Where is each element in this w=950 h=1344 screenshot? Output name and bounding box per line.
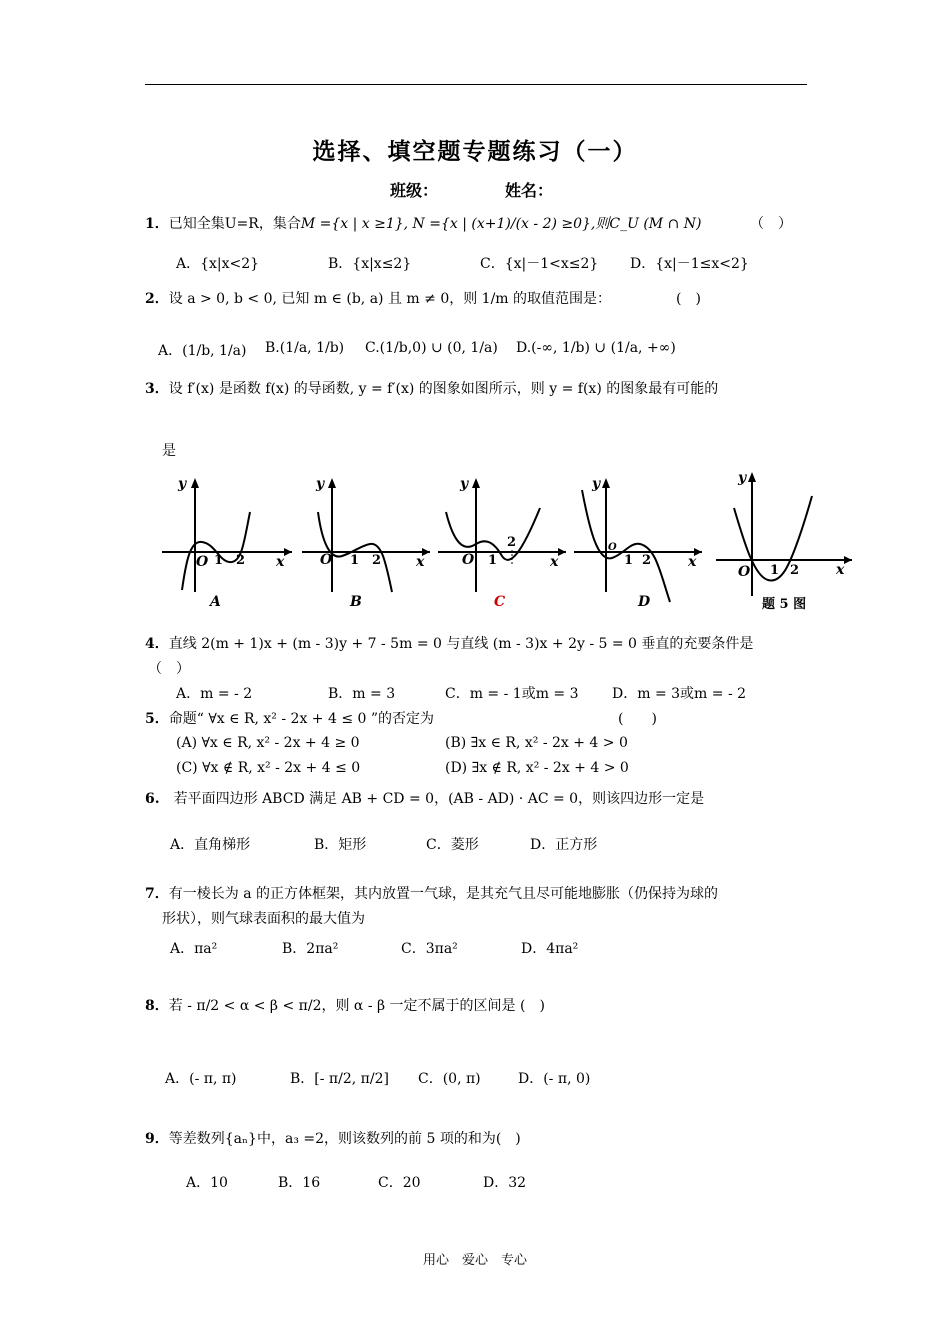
header-rule <box>145 84 807 85</box>
option-b: B．{x|x≤2} <box>328 256 412 272</box>
origin-label: O <box>196 554 209 570</box>
question-number: 4． <box>145 636 169 652</box>
option-c: C．(0, π) <box>418 1071 481 1087</box>
y-axis-arrow <box>191 478 199 488</box>
question-text-cont: 形状），则气球表面积的最大值为 <box>162 911 365 927</box>
answer-paren: ( ) <box>676 291 701 307</box>
option-a: A．(1/b, 1/a) <box>158 343 247 359</box>
tick-2: 2 <box>236 553 246 568</box>
option-c: C．3πa² <box>401 941 458 957</box>
tick-1: 1 <box>770 563 780 578</box>
tick-2: 2 <box>507 535 517 550</box>
tick-2: 2 <box>642 553 652 568</box>
question-3 <box>145 378 718 398</box>
question-expr: M ={x | x ≥1}, N ={x | (x+1)/(x - 2) ≥0},则C_U (M ∩ N) <box>300 216 702 232</box>
question-7 <box>145 883 718 903</box>
page-footer: 用心 爱心 专心 <box>422 1253 527 1268</box>
option-b: B．矩形 <box>314 837 367 853</box>
tick-1: 1 <box>350 553 360 568</box>
question-number: 7． <box>145 886 169 902</box>
question-4 <box>145 633 753 653</box>
question-text: 设 f′(x) 是函数 f(x) 的导函数, y = f′(x) 的图象如图所示，则 y = f(x) 的图象最有可能的 <box>168 381 719 397</box>
y-axis-arrow <box>328 478 336 488</box>
y-label: y <box>316 476 325 492</box>
option-b: B．[- π/2, π/2] <box>290 1071 389 1087</box>
option-c: C．20 <box>378 1175 421 1191</box>
graph-label: D <box>638 594 651 610</box>
question-number: 6. <box>145 791 160 807</box>
option-a: A．{x|x<2} <box>176 256 260 272</box>
origin-label: O <box>738 564 751 580</box>
question-6 <box>145 788 704 808</box>
option-c: C.(1/b,0) ∪ (0, 1/a) <box>365 340 498 356</box>
option-a: A．πa² <box>170 941 218 957</box>
option-d: D．m = 3或m = - 2 <box>612 686 747 702</box>
option-d: D．{x|－1≤x<2} <box>630 256 749 272</box>
question-number: 8． <box>145 998 169 1014</box>
x-label: x <box>836 562 845 578</box>
question-9 <box>145 1128 521 1148</box>
question-text-cont: 是 <box>162 443 176 459</box>
option-a: A．(- π, π) <box>165 1071 237 1087</box>
option-a: A．直角梯形 <box>170 837 251 853</box>
question-text: 设 a > 0, b < 0, 已知 m ∈ (b, a) 且 m ≠ 0，则 1/m 的取值范围是： <box>168 291 612 307</box>
option-d: D.(-∞, 1/b) ∪ (1/a, +∞) <box>516 340 676 356</box>
x-axis-arrow <box>558 548 566 556</box>
question-text: 命题“ ∀x ∈ R, x² - 2x + 4 ≤ 0 ”的否定为 <box>168 711 435 727</box>
question-number: 1． <box>145 216 169 232</box>
question-text: 直线 2(m + 1)x + (m - 3)y + 7 - 5m = 0 与直线 (m - 3)x + 2y - 5 = 0 垂直的充要条件是 <box>168 636 754 652</box>
origin-label: O <box>320 552 333 568</box>
y-axis-arrow <box>472 478 480 488</box>
given-graph <box>712 466 862 636</box>
graph-c <box>436 472 571 612</box>
question-text: 已知全集U=R，集合 <box>168 216 301 232</box>
option-d: D．正方形 <box>530 837 598 853</box>
question-number: 5． <box>145 711 169 727</box>
tick-2: 2 <box>372 553 382 568</box>
question-text: 若 - π/2 < α < β < π/2，则 α - β 一定不属于的区间是 ( ) <box>168 998 545 1014</box>
question-number: 2． <box>145 291 169 307</box>
option-b: B.(1/a, 1/b) <box>265 340 345 356</box>
question-5 <box>145 708 434 728</box>
question-1 <box>145 213 701 233</box>
graph-label: B <box>350 594 362 610</box>
graph-label: A <box>210 594 221 610</box>
origin-label: O <box>462 552 475 568</box>
option-a: (A) ∀x ∈ R, x² - 2x + 4 ≥ 0 <box>176 735 360 751</box>
y-label: y <box>738 470 747 486</box>
option-a: A．m = - 2 <box>176 686 253 702</box>
figure-caption: 题 5 图 <box>762 597 807 612</box>
y-axis-arrow <box>602 478 610 488</box>
x-label: x <box>416 554 425 570</box>
option-b: (B) ∃x ∈ R, x² - 2x + 4 > 0 <box>445 735 628 751</box>
option-d: D．4πa² <box>521 941 579 957</box>
y-label: y <box>460 476 469 492</box>
y-axis-arrow <box>748 472 756 482</box>
option-c: C．m = - 1或m = 3 <box>445 686 579 702</box>
tick-1: 1 <box>624 553 634 568</box>
y-label: y <box>592 476 601 492</box>
question-number: 9． <box>145 1131 169 1147</box>
question-text: 有一棱长为 a 的正方体框架，其内放置一气球，是其充气且尽可能地膨胀（仍保持为球的 <box>168 886 718 902</box>
curve <box>582 490 670 602</box>
option-c: C．{x|－1<x≤2} <box>480 256 599 272</box>
option-d: D．32 <box>483 1175 527 1191</box>
question-8 <box>145 995 545 1015</box>
name-label: 姓名： <box>505 181 554 200</box>
tick-1: 1 <box>488 553 498 568</box>
x-label: x <box>276 554 285 570</box>
x-label: x <box>688 554 697 570</box>
answer-paren: （ ） <box>148 661 190 677</box>
option-b: B．m = 3 <box>328 686 396 702</box>
option-b: B．16 <box>278 1175 321 1191</box>
graph-d <box>572 472 707 612</box>
question-number: 3． <box>145 381 169 397</box>
class-label: 班级： <box>390 181 439 200</box>
x-label: x <box>550 554 559 570</box>
y-label: y <box>178 476 187 492</box>
x-axis-arrow <box>844 556 852 564</box>
option-c: (C) ∀x ∉ R, x² - 2x + 4 ≤ 0 <box>176 760 361 776</box>
option-a: A．10 <box>186 1175 228 1191</box>
answer-paren: ( ) <box>618 711 657 727</box>
option-c: C．菱形 <box>426 837 479 853</box>
option-d: (D) ∃x ∉ R, x² - 2x + 4 > 0 <box>445 760 629 776</box>
page-title: 选择、填空题专题练习（一） <box>312 138 638 165</box>
graph-a <box>160 472 295 612</box>
graph-label: C <box>494 594 506 610</box>
answer-paren: （ ） <box>750 216 792 232</box>
tick-2: 2 <box>790 563 800 578</box>
origin-label: O <box>608 542 617 553</box>
question-text: 等差数列{aₙ}中，a₃ =2，则该数列的前 5 项的和为( ) <box>168 1131 521 1147</box>
question-text: 若平面四边形 ABCD 满足 AB + CD = 0，(AB - AD) · AC = 0，则该四边形一定是 <box>173 791 705 807</box>
option-b: B．2πa² <box>282 941 339 957</box>
question-2 <box>145 288 611 308</box>
graph-b <box>300 472 435 612</box>
option-d: D．(- π, 0) <box>518 1071 591 1087</box>
tick-1: 1 <box>214 553 224 568</box>
x-axis-arrow <box>284 548 292 556</box>
